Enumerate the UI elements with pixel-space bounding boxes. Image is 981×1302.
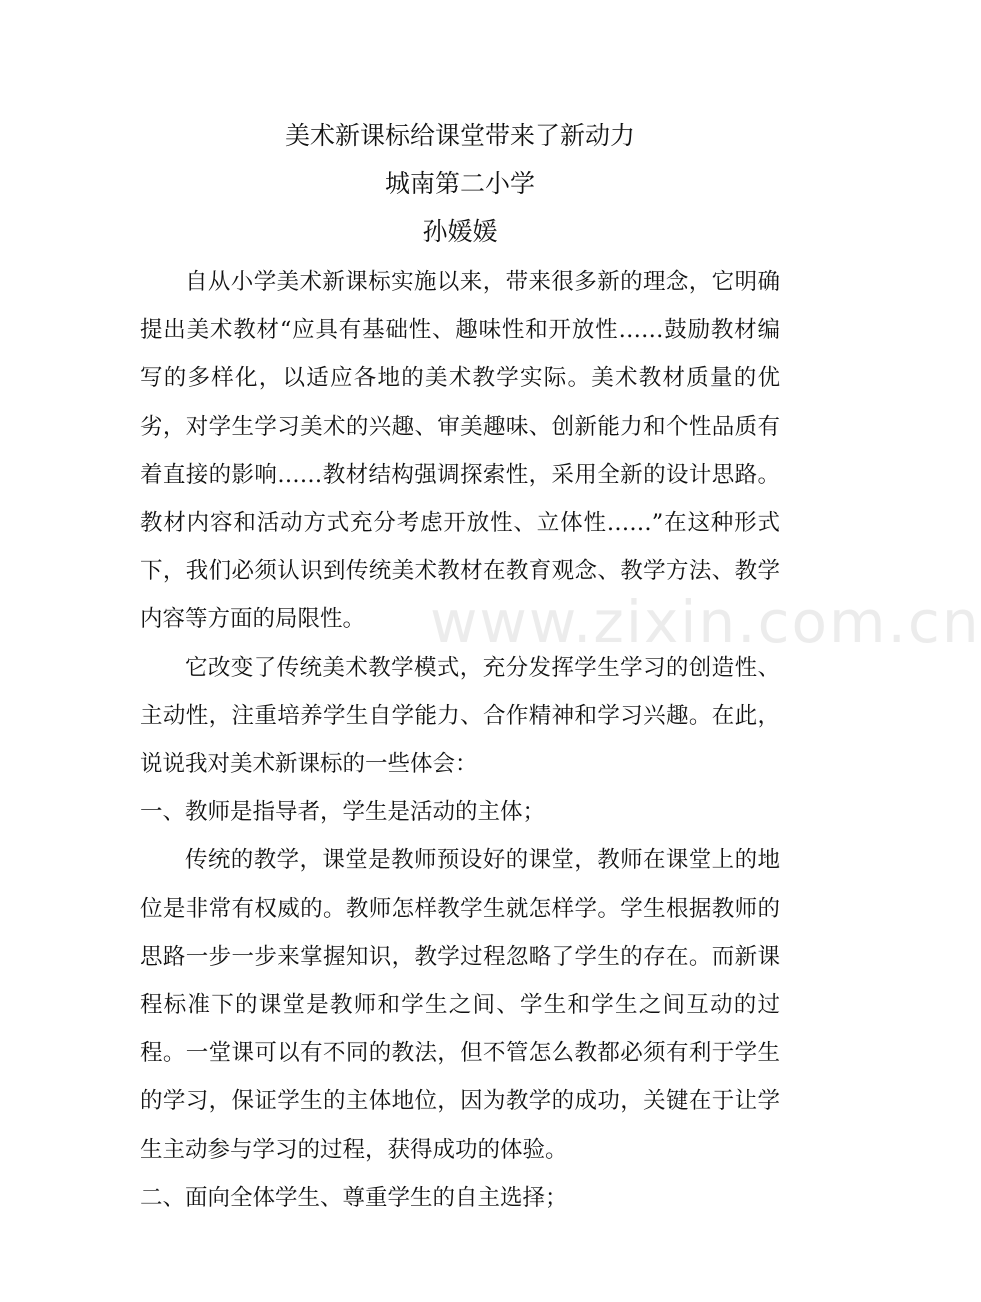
paragraph-reform: 它改变了传统美术教学模式，充分发挥学生学习的创造性、主动性，注重培养学生自学能力、合作精神和学习兴趣。在此，说说我对美术新课标的一些体会： [140,654,780,778]
watermark: www.zixin.com.cn [430,588,981,656]
author-name: 孙媛媛 [422,217,498,246]
school-name: 城南第二小学 [384,169,535,198]
section-heading-2: 二、面向全体学生、尊重学生的自主选择； [140,1184,568,1211]
paragraph-teacher-role: 传统的教学，课堂是教师预设好的课堂，教师在课堂上的地位是非常有权威的。教师怎样教学生就怎样学。学生根据教师的思路一步一步来掌握知识，教学过程忽略了学生的存在。而新课程标准下的课堂是教师和学生之间、学生和学生之间互动的过程。一堂课可以有不同的教法，但不管怎么教都必须有利于学生的学习，保证学生的主体地位，因为教学的成功，关键在于让学生主动参与学习的过程，获得成功的体验。 [140,847,780,1163]
document-title: 美术新课标给课堂带来了新动力 [284,121,635,150]
document-body [140,258,780,1222]
title-block [0,112,920,256]
paragraph-intro: 自从小学美术新课标实施以来，带来很多新的理念，它明确提出美术教材“应具有基础性、趣味性和开放性……鼓励教材编写的多样化，以适应各地的美术教学实际。美术教材质量的优劣，对学生学习美术的兴趣、审美趣味、创新能力和个性品质有着直接的影响……教材结构强调探索性，采用全新的设计思路。教材内容和活动方式充分考虑开放性、立体性……”在这种形式下，我们必须认识到传统美术教材在教育观念、教学方法、教学内容等方面的局限性。 [140,269,780,633]
section-heading-1: 一、教师是指导者，学生是活动的主体； [140,799,546,826]
